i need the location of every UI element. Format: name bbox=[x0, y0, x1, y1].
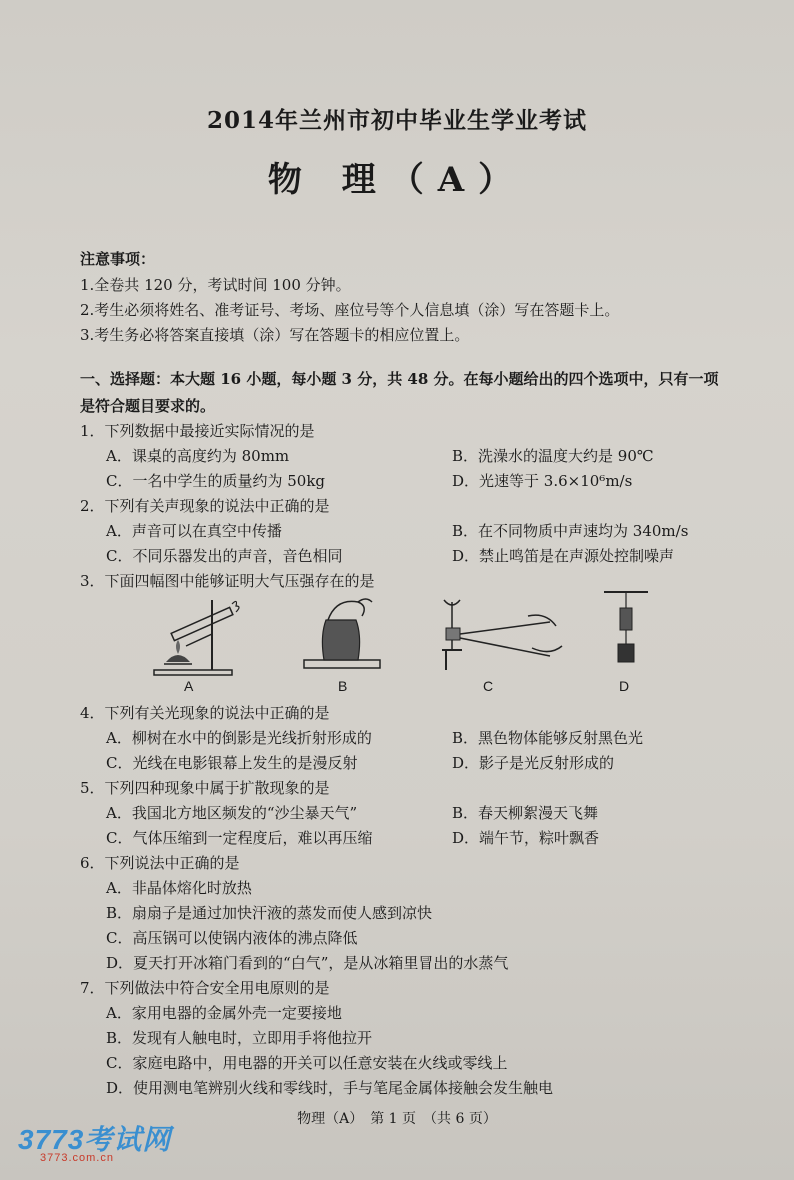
page-footer: 物理（A） 第 1 页 （共 6 页） bbox=[297, 1111, 497, 1127]
section-heading: 一、选择题：本大题 16 小题，每小题 3 分，共 48 分。在每小题给出的四个选项中，只有一项是符合题目要求的。 bbox=[80, 370, 719, 415]
figure-label: A bbox=[184, 678, 194, 694]
option: D．光速等于 3.6×10⁶m/s bbox=[452, 472, 633, 490]
option: A．非晶体熔化时放热 bbox=[106, 879, 252, 897]
question-stem: 4．下列有关光现象的说法中正确的是 bbox=[80, 704, 330, 722]
option: C．气体压缩到一定程度后，难以再压缩 bbox=[106, 829, 373, 847]
question-stem: 6．下列说法中正确的是 bbox=[80, 854, 240, 872]
exam-title: 2014年兰州市初中毕业生学业考试 bbox=[206, 107, 587, 134]
option: B．洗澡水的温度大约是 90℃ bbox=[452, 447, 654, 465]
question-stem: 3．下面四幅图中能够证明大气压强存在的是 bbox=[80, 572, 375, 590]
question-stem: 7．下列做法中符合安全用电原则的是 bbox=[80, 979, 330, 997]
question-stem: 5．下列四种现象中属于扩散现象的是 bbox=[80, 779, 330, 797]
question-stem: 1．下列数据中最接近实际情况的是 bbox=[80, 422, 315, 440]
option: D．使用测电笔辨别火线和零线时，手与笔尾金属体接触会发生触电 bbox=[106, 1079, 554, 1097]
notes-heading: 注意事项： bbox=[80, 250, 156, 268]
option: D．端午节，粽叶飘香 bbox=[452, 829, 600, 847]
watermark-url: 3773.com.cn bbox=[40, 1152, 114, 1164]
question-stem: 2．下列有关声现象的说法中正确的是 bbox=[80, 497, 330, 515]
figure-label: D bbox=[619, 678, 630, 694]
option: C．一名中学生的质量约为 50kg bbox=[106, 472, 326, 490]
note-item: 3.考生务必将答案直接填（涂）写在答题卡的相应位置上。 bbox=[80, 326, 470, 344]
figure-c-hemisphere-pull bbox=[432, 592, 572, 678]
option: B．发现有人触电时，立即用手将他拉开 bbox=[106, 1029, 373, 1047]
subject-title: 物 理（A） bbox=[267, 160, 527, 200]
option: B．黑色物体能够反射黑色光 bbox=[452, 729, 644, 747]
option: C．不同乐器发出的声音，音色相同 bbox=[106, 547, 343, 565]
note-item: 1.全卷共 120 分，考试时间 100 分钟。 bbox=[80, 276, 351, 294]
figure-b-container-press bbox=[300, 592, 390, 678]
option: C．高压锅可以使锅内液体的沸点降低 bbox=[106, 929, 358, 947]
watermark-logo: 3773考试网 bbox=[18, 1124, 172, 1155]
option: D．夏天打开冰箱门看到的“白气”，是从冰箱里冒出的水蒸气 bbox=[106, 954, 509, 972]
figure-label: B bbox=[338, 678, 348, 694]
option: C．光线在电影银幕上发生的是漫反射 bbox=[106, 754, 358, 772]
option: B．春天柳絮漫天飞舞 bbox=[452, 804, 599, 822]
option: D．影子是光反射形成的 bbox=[452, 754, 615, 772]
figure-label: C bbox=[483, 678, 494, 694]
option: A．声音可以在真空中传播 bbox=[106, 522, 282, 540]
figure-a-heating-tube bbox=[150, 592, 240, 678]
option: A．课桌的高度约为 80mm bbox=[106, 447, 290, 465]
figure-d-hanging-weights bbox=[596, 586, 656, 678]
option: C．家庭电路中，用电器的开关可以任意安装在火线或零线上 bbox=[106, 1054, 508, 1072]
note-item: 2.考生必须将姓名、准考证号、考场、座位号等个人信息填（涂）写在答题卡上。 bbox=[80, 301, 620, 319]
option: B．扇扇子是通过加快汗液的蒸发而使人感到凉快 bbox=[106, 904, 433, 922]
option: A．柳树在水中的倒影是光线折射形成的 bbox=[106, 729, 372, 747]
option: A．家用电器的金属外壳一定要接地 bbox=[106, 1004, 342, 1022]
option: D．禁止鸣笛是在声源处控制噪声 bbox=[452, 547, 675, 565]
option: B．在不同物质中声速均为 340m/s bbox=[452, 522, 689, 540]
option: A．我国北方地区频发的“沙尘暴天气” bbox=[106, 804, 358, 822]
